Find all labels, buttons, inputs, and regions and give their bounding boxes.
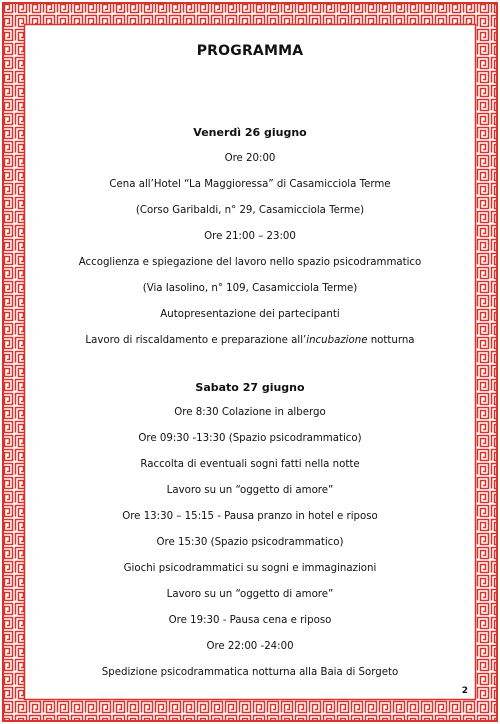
day-heading-saturday: Sabato 27 giugno: [195, 381, 305, 394]
schedule-line: Ore 13:30 – 15:15 - Pausa pranzo in hotel e riposo: [122, 511, 378, 522]
schedule-line: Cena all’Hotel “La Maggioressa” di Casamicciola Terme: [109, 179, 391, 190]
schedule-line: Giochi psicodrammatici su sogni e immaginazioni: [123, 563, 377, 574]
program-content: [30, 30, 470, 694]
schedule-line: Ore 21:00 – 23:00: [204, 231, 296, 242]
schedule-line: (Corso Garibaldi, n° 29, Casamicciola Terme): [135, 205, 365, 216]
schedule-line: Lavoro su un “oggetto di amore”: [166, 485, 334, 496]
schedule-line: Raccolta di eventuali sogni fatti nella notte: [140, 459, 360, 470]
schedule-line: [30, 335, 470, 346]
page-title: PROGRAMMA: [196, 43, 304, 59]
schedule-line: Ore 20:00: [224, 153, 276, 164]
schedule-line: Lavoro su un “oggetto di amore”: [166, 589, 334, 600]
line-text: Lavoro di riscaldamento e preparazione all’: [85, 335, 307, 346]
schedule-line: Ore 19:30 - Pausa cena e riposo: [168, 615, 332, 626]
schedule-line: Ore 22:00 -24:00: [206, 641, 294, 652]
schedule-line: Ore 09:30 -13:30 (Spazio psicodrammatico): [138, 433, 362, 444]
line-text-italic: incubazione: [306, 335, 368, 346]
schedule-line: Ore 15:30 (Spazio psicodrammatico): [156, 537, 344, 548]
schedule-line: (Via Iasolino, n° 109, Casamicciola Terme): [142, 283, 358, 294]
page-number: 2: [461, 686, 468, 696]
schedule-line: Autopresentazione dei partecipanti: [160, 309, 340, 320]
day-heading-friday: Venerdì 26 giugno: [193, 126, 307, 139]
line-text: notturna: [367, 335, 415, 346]
schedule-line: Ore 8:30 Colazione in albergo: [174, 407, 326, 418]
schedule-line: Accoglienza e spiegazione del lavoro nello spazio psicodrammatico: [78, 257, 422, 268]
schedule-line: Spedizione psicodrammatica notturna alla Baia di Sorgeto: [101, 667, 399, 678]
